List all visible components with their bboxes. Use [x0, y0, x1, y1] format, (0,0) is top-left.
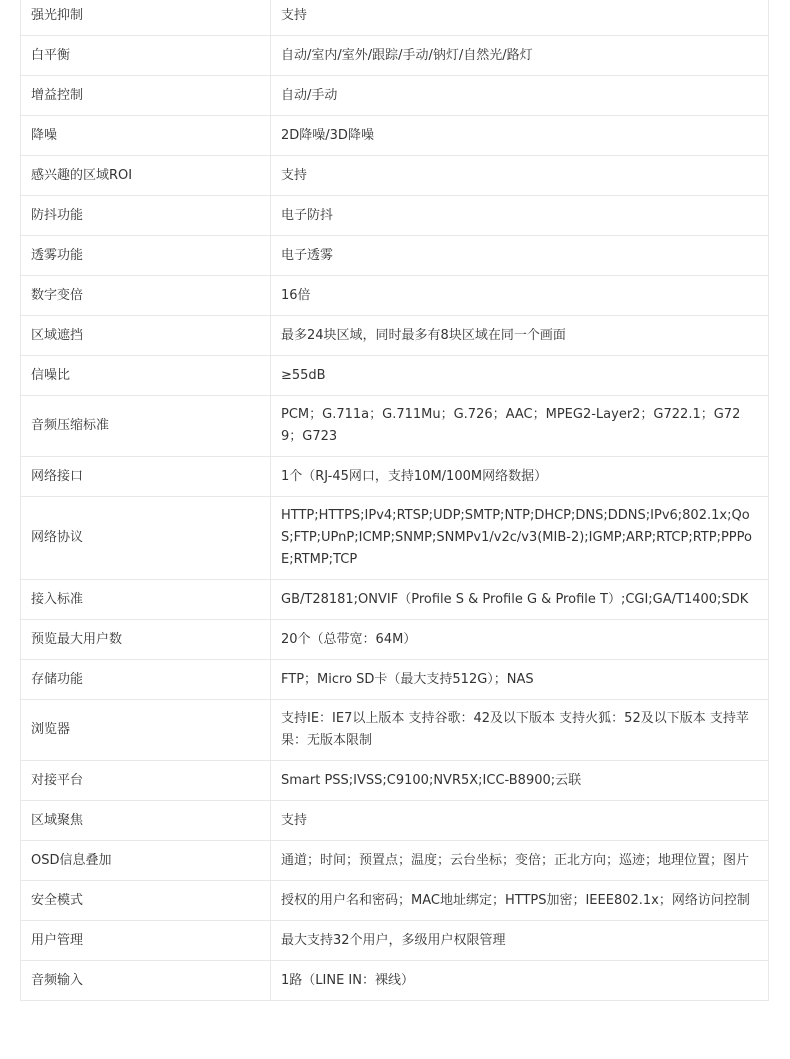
spec-value: 电子防抖	[271, 196, 769, 236]
spec-row	[21, 961, 769, 1001]
spec-row	[21, 497, 769, 580]
spec-row	[21, 620, 769, 660]
spec-row	[21, 921, 769, 961]
spec-label: 网络协议	[21, 497, 271, 580]
spec-row	[21, 0, 769, 36]
spec-label: 区域聚焦	[21, 801, 271, 841]
spec-row	[21, 36, 769, 76]
spec-value: FTP；Micro SD卡（最大支持512G）；NAS	[271, 660, 769, 700]
spec-row	[21, 396, 769, 457]
spec-value: PCM；G.711a；G.711Mu；G.726；AAC；MPEG2-Layer2；G722.1；G729；G723	[271, 396, 769, 457]
spec-row	[21, 116, 769, 156]
spec-value: ≥55dB	[271, 356, 769, 396]
spec-row	[21, 316, 769, 356]
spec-label: 存储功能	[21, 660, 271, 700]
spec-row	[21, 236, 769, 276]
spec-value: 支持IE：IE7以上版本 支持谷歌：42及以下版本 支持火狐：52及以下版本 支持苹果：无版本限制	[271, 700, 769, 761]
spec-row	[21, 196, 769, 236]
spec-label: 信噪比	[21, 356, 271, 396]
spec-value: 最大支持32个用户，多级用户权限管理	[271, 921, 769, 961]
spec-row	[21, 76, 769, 116]
spec-label: 数字变倍	[21, 276, 271, 316]
spec-value: 支持	[271, 0, 769, 36]
spec-label: 感兴趣的区域ROI	[21, 156, 271, 196]
spec-value: 电子透雾	[271, 236, 769, 276]
spec-value: 20个（总带宽：64M）	[271, 620, 769, 660]
spec-label: 浏览器	[21, 700, 271, 761]
spec-row	[21, 660, 769, 700]
spec-label: 防抖功能	[21, 196, 271, 236]
spec-value: 支持	[271, 801, 769, 841]
spec-row	[21, 457, 769, 497]
spec-value: GB/T28181;ONVIF（Profile S & Profile G & Profile T）;CGI;GA/T1400;SDK	[271, 580, 769, 620]
spec-table	[20, 0, 769, 1001]
spec-table-body	[21, 0, 769, 1001]
spec-label: 安全模式	[21, 881, 271, 921]
spec-value: 1路（LINE IN：裸线）	[271, 961, 769, 1001]
spec-row	[21, 580, 769, 620]
spec-label: 对接平台	[21, 761, 271, 801]
spec-value: 自动/室内/室外/跟踪/手动/钠灯/自然光/路灯	[271, 36, 769, 76]
spec-label: 白平衡	[21, 36, 271, 76]
spec-label: OSD信息叠加	[21, 841, 271, 881]
spec-value: 授权的用户名和密码；MAC地址绑定；HTTPS加密；IEEE802.1x；网络访问控制	[271, 881, 769, 921]
spec-label: 预览最大用户数	[21, 620, 271, 660]
spec-label: 接入标准	[21, 580, 271, 620]
spec-label: 音频压缩标准	[21, 396, 271, 457]
spec-label: 降噪	[21, 116, 271, 156]
spec-row	[21, 761, 769, 801]
spec-label: 音频输入	[21, 961, 271, 1001]
spec-label: 网络接口	[21, 457, 271, 497]
spec-row	[21, 700, 769, 761]
spec-value: 1个（RJ-45网口，支持10M/100M网络数据）	[271, 457, 769, 497]
spec-value: 2D降噪/3D降噪	[271, 116, 769, 156]
spec-value: 通道；时间；预置点；温度；云台坐标；变倍；正北方向；巡迹；地理位置；图片	[271, 841, 769, 881]
spec-value: Smart PSS;IVSS;C9100;NVR5X;ICC-B8900;云联	[271, 761, 769, 801]
spec-row	[21, 356, 769, 396]
spec-value: HTTP;HTTPS;IPv4;RTSP;UDP;SMTP;NTP;DHCP;DNS;DDNS;IPv6;802.1x;QoS;FTP;UPnP;ICMP;SNMP;SNMPv1/v2c/v3(MIB-2);IGMP;ARP;RTCP;RTP;PPPoE;RTMP;TCP	[271, 497, 769, 580]
spec-value: 16倍	[271, 276, 769, 316]
spec-value: 最多24块区域，同时最多有8块区域在同一个画面	[271, 316, 769, 356]
spec-row	[21, 881, 769, 921]
spec-label: 用户管理	[21, 921, 271, 961]
spec-row	[21, 801, 769, 841]
spec-label: 增益控制	[21, 76, 271, 116]
spec-label: 透雾功能	[21, 236, 271, 276]
spec-value: 自动/手动	[271, 76, 769, 116]
spec-row	[21, 841, 769, 881]
spec-row	[21, 156, 769, 196]
spec-value: 支持	[271, 156, 769, 196]
spec-label: 强光抑制	[21, 0, 271, 36]
spec-row	[21, 276, 769, 316]
spec-label: 区域遮挡	[21, 316, 271, 356]
